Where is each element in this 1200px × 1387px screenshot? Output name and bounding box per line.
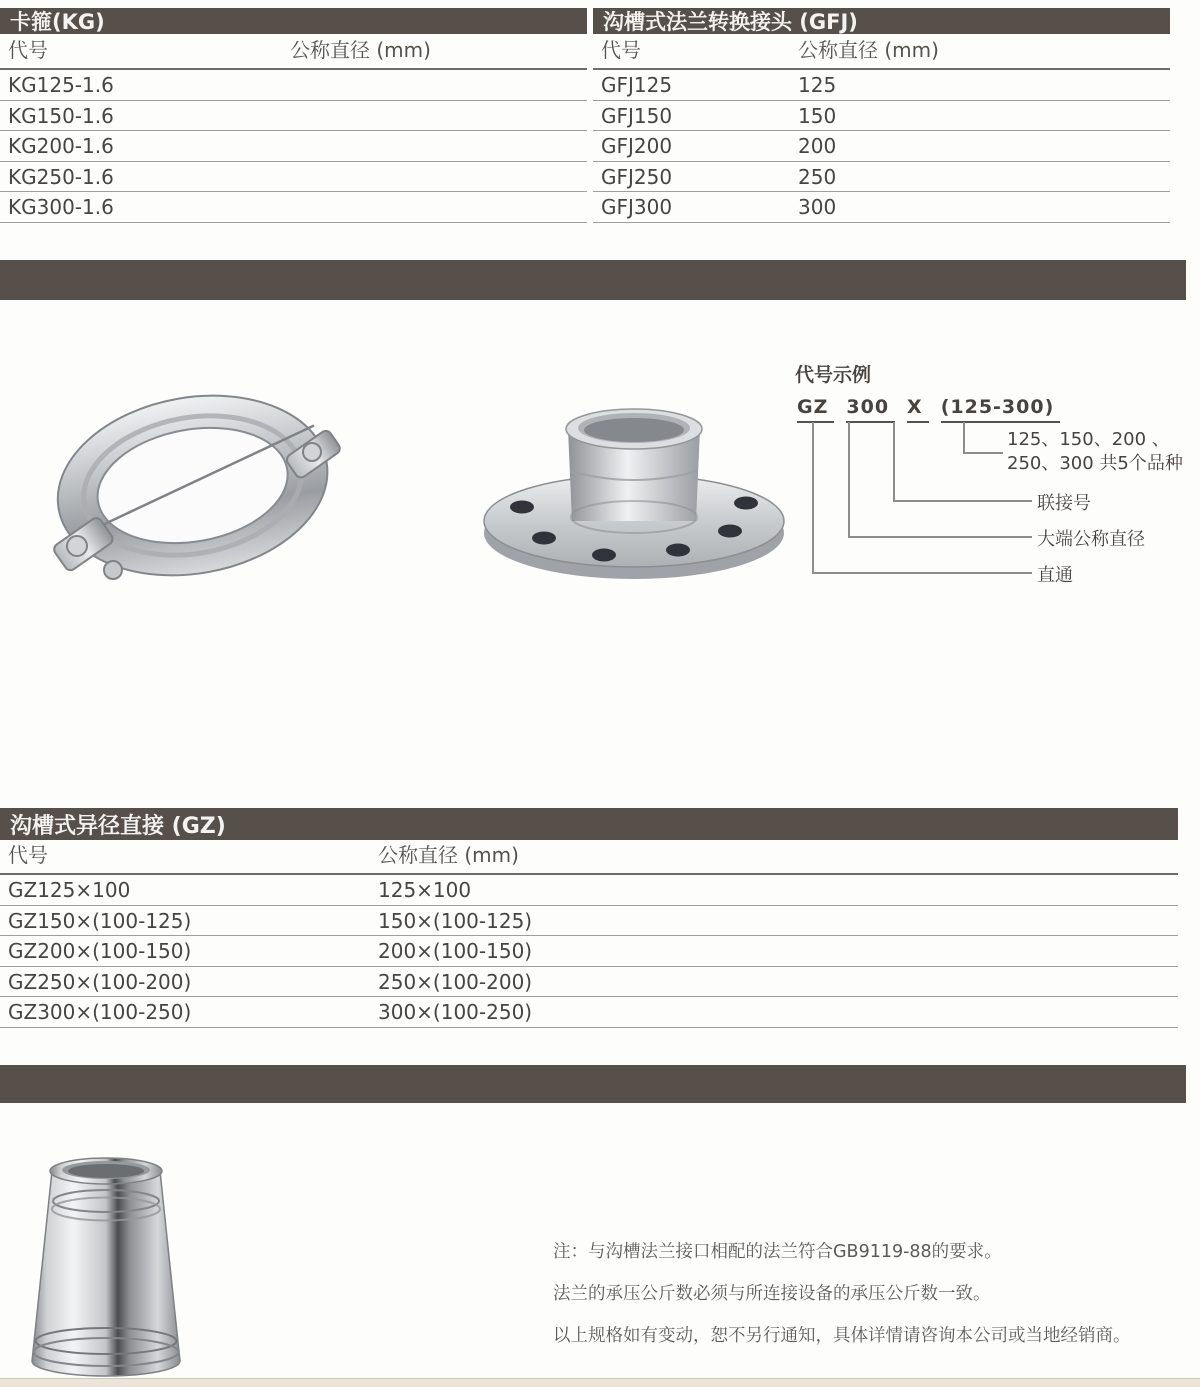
table-row	[593, 162, 1170, 193]
table-row	[593, 70, 1170, 101]
gz-table	[0, 808, 1178, 1028]
row-code: KG250-1.6	[8, 164, 114, 189]
callout-connector-line	[812, 422, 1032, 574]
clamp-coupling-illustration	[25, 378, 350, 603]
reducer-photo	[20, 1145, 192, 1380]
gfj-table-body	[593, 70, 1170, 223]
row-code: KG150-1.6	[8, 103, 114, 128]
code-part-series: GZ	[797, 396, 834, 423]
table-row	[593, 192, 1170, 223]
row-diameter: 150×(100-125)	[378, 908, 533, 933]
row-code: GFJ200	[601, 134, 673, 158]
table-row	[0, 131, 587, 162]
row-diameter: 300×(100-250)	[378, 1000, 533, 1024]
gfj-table	[593, 8, 1170, 223]
table-row	[593, 101, 1170, 132]
table-row	[0, 967, 1178, 998]
row-code: GFJ125	[601, 73, 673, 97]
note-line: 注：与沟槽法兰接口相配的法兰符合GB9119-88的要求。	[553, 1242, 1002, 1262]
row-diameter: 300	[798, 195, 837, 219]
callout-label-connection: 联接号	[1037, 493, 1091, 514]
code-example-title: 代号示例	[795, 364, 872, 386]
column-header-code: 代号	[8, 38, 48, 62]
column-header-diameter: 公称直径 (mm)	[378, 843, 519, 867]
kg-table-title-bar	[0, 8, 587, 34]
row-code: GZ200×(100-150)	[8, 939, 192, 963]
callout-label-variants-line2: 250、300 共5个品种	[1007, 453, 1183, 474]
row-diameter: 125×100	[378, 878, 472, 902]
kg-table-title: 卡箍(KG)	[10, 10, 105, 34]
row-code: KG200-1.6	[8, 134, 114, 158]
gz-table-title: 沟槽式异径直接 (GZ)	[10, 813, 226, 839]
clamp-coupling-photo	[25, 378, 350, 603]
row-diameter: 250	[798, 164, 837, 189]
table-row	[0, 162, 587, 193]
gz-table-body	[0, 875, 1178, 1028]
code-part-size: 300	[846, 396, 895, 423]
column-header-diameter: 公称直径 (mm)	[290, 38, 431, 62]
flange-adapter-photo	[478, 385, 790, 580]
row-diameter: 125	[798, 73, 837, 97]
row-diameter: 200	[798, 134, 837, 158]
row-code: GZ250×(100-200)	[8, 969, 192, 994]
row-code: KG300-1.6	[8, 195, 114, 219]
table-row	[0, 906, 1178, 937]
note-line: 以上规格如有变动，恕不另行通知，具体详情请咨询本公司或当地经销商。	[553, 1326, 1131, 1346]
callout-label-variants	[1007, 428, 1183, 476]
notes-block	[553, 1240, 1131, 1366]
kg-table-header-row	[0, 34, 587, 70]
gz-table-title-bar	[0, 808, 1178, 840]
column-header-diameter: 公称直径 (mm)	[798, 38, 939, 62]
kg-table-body	[0, 70, 587, 223]
callout-label-straight: 直通	[1037, 565, 1073, 586]
callout-label-variants-line1: 125、150、200 、	[1007, 429, 1170, 450]
row-diameter: 200×(100-150)	[378, 939, 533, 963]
row-code: GFJ150	[601, 103, 673, 128]
row-code: GFJ250	[601, 164, 673, 189]
kg-table	[0, 8, 587, 223]
table-row	[0, 936, 1178, 967]
callout-label-big-end: 大端公称直径	[1037, 529, 1145, 550]
row-diameter: 250×(100-200)	[378, 969, 533, 994]
row-code: GFJ300	[601, 195, 673, 219]
table-row	[0, 997, 1178, 1028]
column-header-code: 代号	[601, 38, 641, 62]
row-diameter: 150	[798, 103, 837, 128]
page-bottom-strip	[0, 1378, 1200, 1387]
table-row	[0, 192, 587, 223]
table-row	[0, 101, 587, 132]
code-part-range: (125-300)	[941, 396, 1061, 423]
row-code: GZ150×(100-125)	[8, 908, 192, 933]
section-divider-band	[0, 1065, 1186, 1103]
table-row	[593, 131, 1170, 162]
section-divider-band	[0, 260, 1186, 300]
code-example-parts	[797, 396, 1072, 418]
table-row	[0, 875, 1178, 906]
code-part-connection: X	[907, 396, 929, 423]
gfj-table-title-bar	[593, 8, 1170, 34]
row-code: KG125-1.6	[8, 73, 114, 97]
reducer-illustration	[20, 1145, 192, 1380]
gfj-table-title: 沟槽式法兰转换接头 (GFJ)	[603, 10, 858, 34]
note-line: 法兰的承压公斤数必须与所连接设备的承压公斤数一致。	[553, 1284, 991, 1304]
gfj-table-header-row	[593, 34, 1170, 70]
table-row	[0, 70, 587, 101]
column-header-code: 代号	[8, 843, 48, 867]
code-example-diagram	[795, 360, 1195, 600]
gz-table-header-row	[0, 840, 1178, 875]
row-code: GZ300×(100-250)	[8, 1000, 192, 1024]
flange-adapter-illustration	[478, 385, 790, 580]
row-code: GZ125×100	[8, 878, 131, 902]
